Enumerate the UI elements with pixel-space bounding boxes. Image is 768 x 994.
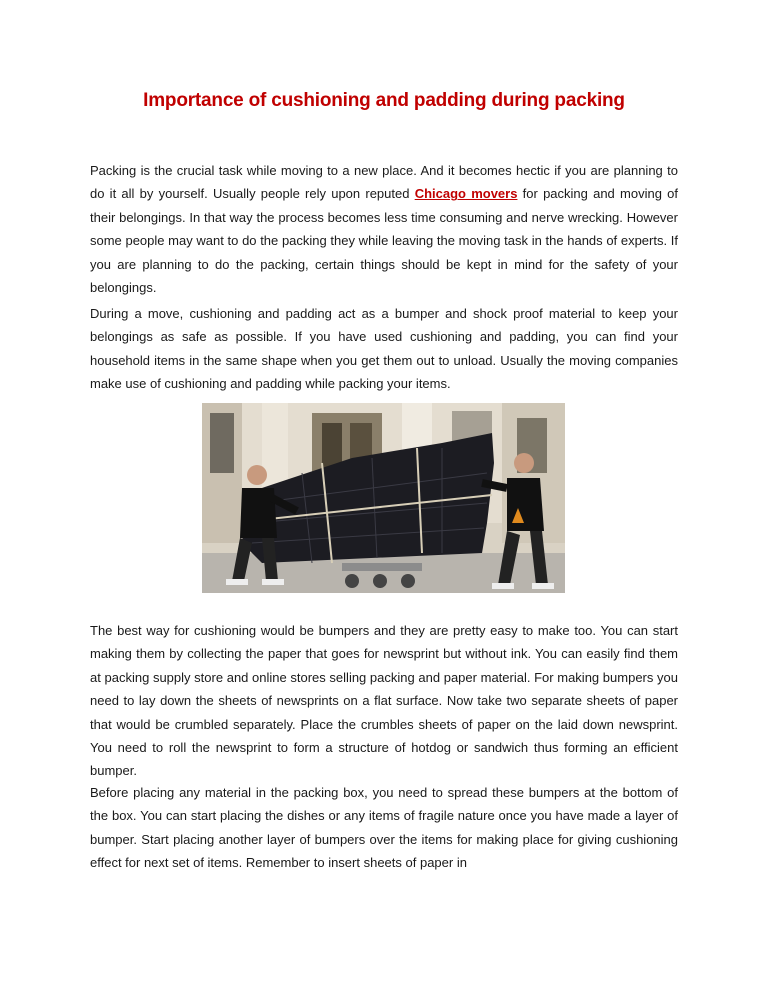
- paragraph-intro-text-before: Packing is the crucial task while moving to a new place. And it becomes hectic if you are planning to do it all by yourself. Usually people rely upon reputed: [90, 163, 678, 202]
- paragraph-packing-box: Before placing any material in the packing box, you need to spread these bumpers at the bottom of the box. You can start placing the dishes or any items of fragile nature once you have made a layer of bumper. Start placing another layer of bumpers over the items for making place for giving cushioning effect for next set of items. Remember to insert sheets of paper in: [90, 785, 678, 871]
- paragraph-intro-text-after: for packing and moving of their belongings. In that way the process becomes less time consuming and nerve wrecking. However some people may want to do the packing they while leaving the moving task in the hands of experts. If you are planning to do the packing, certain things should be kept in mind for the safety of your belongings.: [90, 186, 678, 296]
- page-title: Importance of cushioning and padding during packing: [143, 90, 625, 111]
- paragraph-bumpers: The best way for cushioning would be bumpers and they are pretty easy to make too. You can start making them by collecting the paper that goes for newsprint but without ink. You can easily find them at packing supply store and online stores selling packing and paper material. For making bumpers you need to lay down the sheets of newsprints on a flat surface. Now take two separate sheets of paper that would be crumbled separately. Place the crumbles sheets of paper on the laid down newsprint. You need to roll the newsprint to form a structure of hotdog or sandwich thus forming an efficient bumper.: [90, 623, 678, 779]
- piano-movers-illustration: [202, 403, 565, 593]
- piano-movers-photo: [202, 403, 565, 593]
- chicago-movers-link[interactable]: Chicago movers: [414, 186, 518, 202]
- paragraph-cushioning: During a move, cushioning and padding act as a bumper and shock proof material to keep your belongings as safe as possible. If you have used cushioning and padding, you can find your household items in the same shape when you get them out to unload. Usually the moving companies make use of cushioning and padding while packing your items.: [90, 306, 678, 392]
- paragraph-intro: [90, 159, 678, 299]
